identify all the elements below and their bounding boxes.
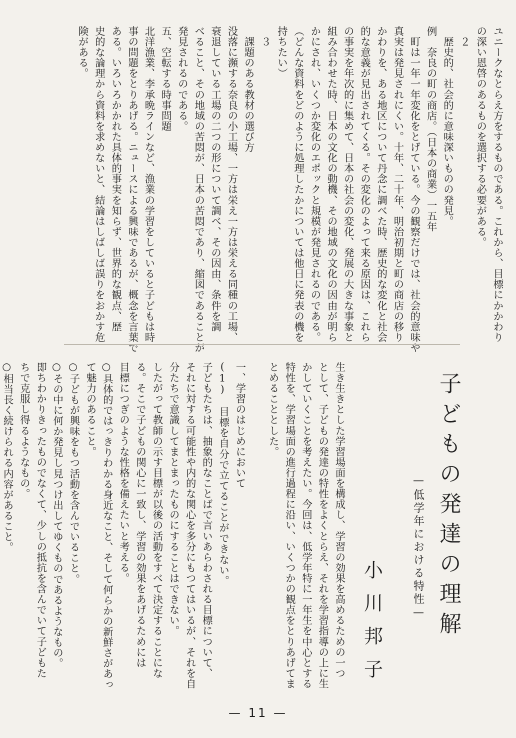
- upper-article-text: ユニークなとらえ方をするものである。これから、目標にかかわり の深い恩啓のあるものを選択する必要がある。 ２ 歴史的、社会的に意味深いものの発見。 例 奈良の町の商店。（日本の商業）一五年 町は一年一年変化をとげている。今の観察だけでは、社会的意味や 真実は発見されにくい。十年、二十年、明治初期と町の商店の移り かわりを、ある地区について丹念に調べた時、歴史的な変化と社会 的な意義が見出されてくる。その変化のよって来る原因は、これら の事実を年次的に集めて、日本の社会の変化、発展の大きな事象と 組み合わせた時、日本の文化の動機、その地域の文化の因由が明ら かにされ、いくつか変化のエポックと規模が発見されるのである。 （どんな資料をどのように処理したかについては他日に発表の機を 持ちたい） ３ 課題のある教材の選び方 没落に瀕する奈良の小工場、一方は栄え一方は栄える同種の工場、 衰退している工場の二つの形について調べ、その因由、条件を調 べること、その地域の苦悶が、日本の苦悶であり、縮図であることが 発見されるのである。 五、空転する時事問題 北洋漁業、李承晩ラインなど、漁業の学習をしていると子どもは時 事の問題をとりあげる。ニュースによる興味であるが、概念を言葉で ある。いろいろかかれた具体的事実を知らず、世界的な観点、歴 史的な論理から資料を求めないと、結論はしばしば誤りをおかす危 険がある。: [76, 26, 502, 354]
- author-name: 小川邦子: [361, 560, 383, 692]
- page-number: — 11 —: [228, 706, 288, 720]
- article-title: 子どもの発達の理解: [436, 372, 461, 642]
- section-divider: [64, 344, 460, 345]
- lower-article-text: 生き生きとした学習場面を構成し、学習の効果を高めるための一つ として、子どもの発達の特性をよくとらえ、それを学習指導の上に生 かしていくことを考えたい。今回は、低学年特に一年生を中心とする 特性を、学習場面の進行過程に沿い、いくつかの観点をとりあげてま とめることとした。 一、学習のはじめにおいて (1) 目標を自分で立てることができない。 子どもたちは、抽象的なことばで言いあらわされる目標について、 それに対する可能性や内的な関心を多分にもつてはいるが、それを自 分たちで意識してまとまったものにすることはできない。 したがって教師の示す目標が以後の活動をすべて決定することにな る。そこで子どもの関心に一致し、学習の効果をあげるためには 目標につぎのような性格を備えたいと考える。 ○具体的ではっきりわかる身近なこと、そして何らかの新鮮さがあっ て魅力のあること。 ○子どもが興味をもつ活動を含んでいること。 ○その中に何か発見し見つけ出してゆくものであるようなもの。 即ちわかりきったものでなくて、少しの抵抗を含んでいて子どもた ちで克服し得るようなもの。 ○相当長く続けられる内容があること。: [1, 362, 344, 690]
- article-subtitle: —低学年における特性—: [412, 474, 425, 621]
